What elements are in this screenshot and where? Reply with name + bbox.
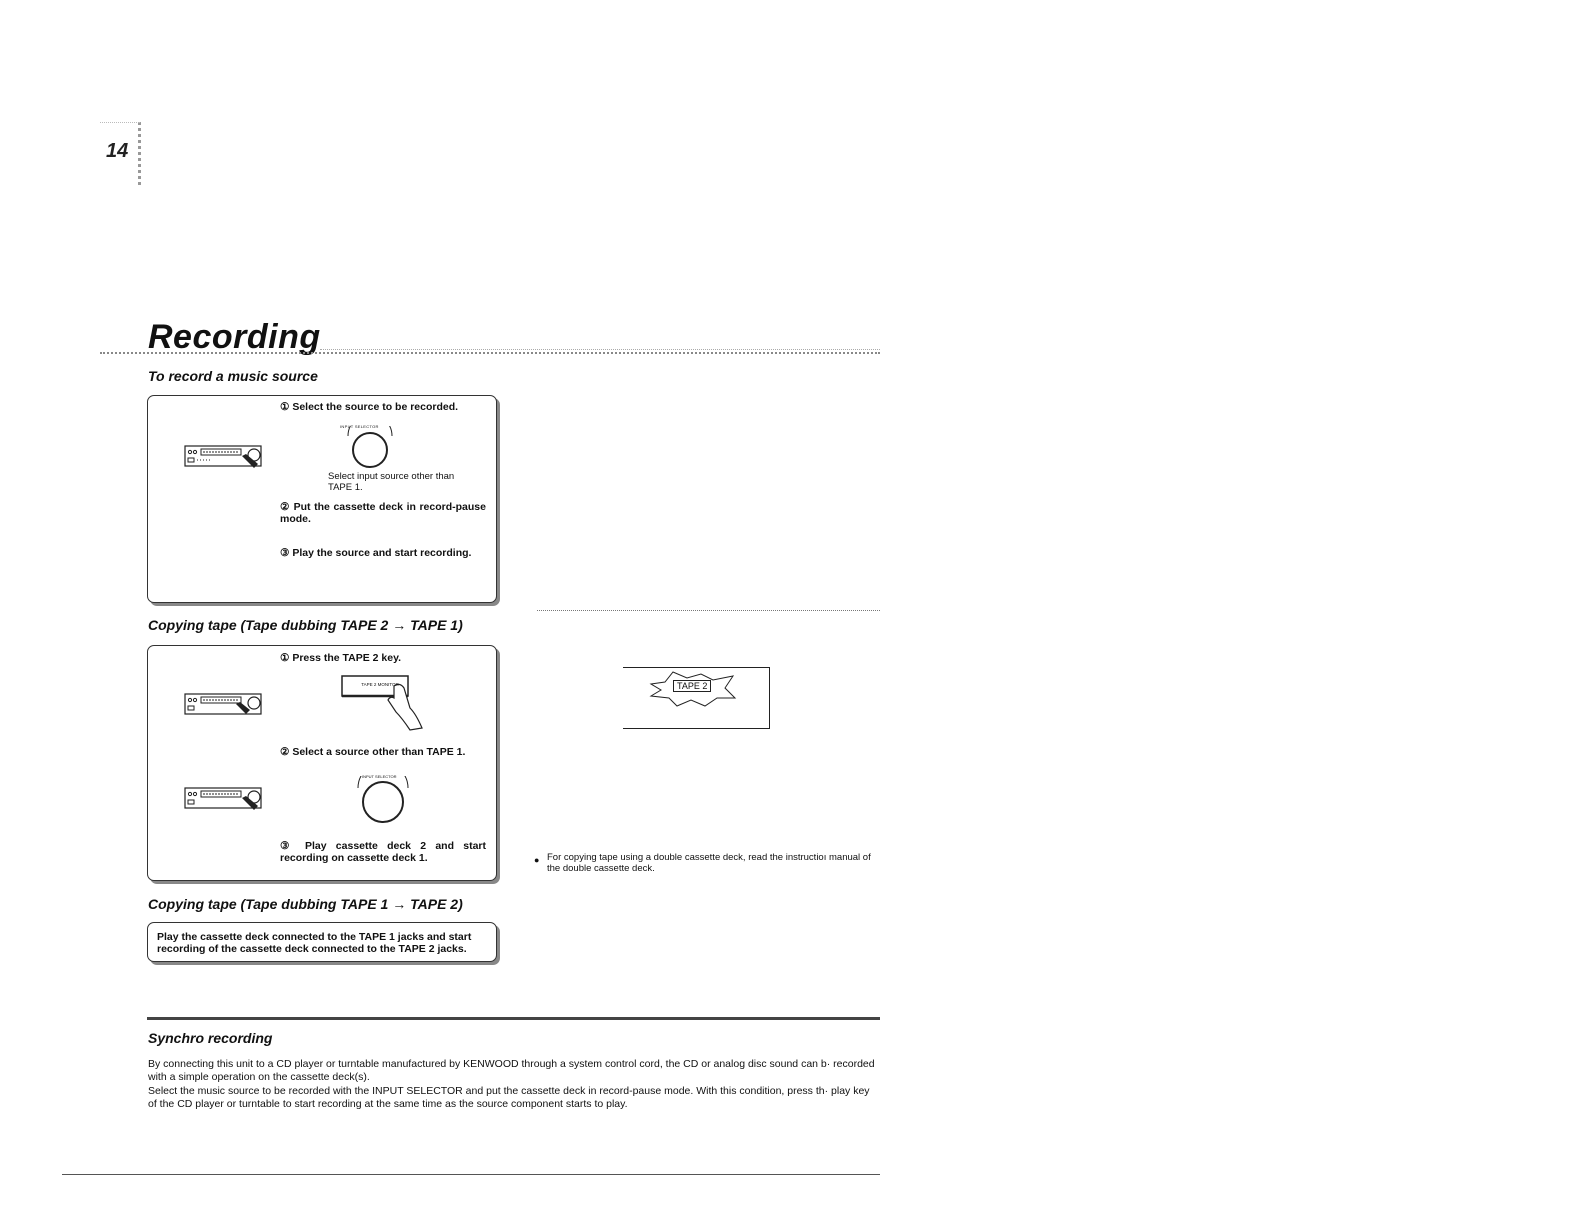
input-selector-knob <box>334 426 408 470</box>
bullet-note: For copying tape using a double cassette deck, read the instructioı manual of the double cassette deck. <box>547 852 871 874</box>
receiver-illustration <box>184 784 266 818</box>
column-separator <box>537 610 880 611</box>
dub-step-3: ③ Play cassette deck 2 and start recording on cassette deck 1. <box>280 840 486 864</box>
title-rule <box>100 352 880 354</box>
bullet-icon: ● <box>534 855 540 865</box>
receiver-illustration <box>184 442 266 476</box>
record-music-box <box>147 395 497 603</box>
dub-2to1-box <box>147 645 497 881</box>
synchro-paragraph-1: By connecting this unit to a CD player or turntable manufactured by KENWOOD through a system control cord, the CD or analog disc sound can b· recorded with a simple operation on the cassette deck(s). <box>148 1058 875 1083</box>
dub-1to2-instruction: Play the cassette deck connected to the TAPE 1 jacks and start recording of the cassette deck connected to the TAPE 2 jacks. <box>157 931 472 955</box>
record-step-1: ① Select the source to be recorded. <box>280 401 459 413</box>
tape2-key-label: TAPE 2 MONITOR <box>361 682 399 687</box>
record-music-heading: To record a music source <box>148 368 318 384</box>
dub-step-1: ① Press the TAPE 2 key. <box>280 652 402 664</box>
record-step-2: ② Put the cassette deck in record-pause mode. <box>280 501 486 525</box>
synchro-paragraph-2: Select the music source to be recorded with the INPUT SELECTOR and put the cassette deck in record-pause mode. With this condition, press th· play key of the CD player or turntable to start recording at the same time as the source component starts to play. <box>148 1085 870 1110</box>
receiver-illustration <box>184 690 266 724</box>
synchro-heading: Synchro recording <box>148 1030 273 1046</box>
dub-step-2: ② Select a source other than TAPE 1. <box>280 746 466 758</box>
dub-1to2-box <box>147 922 497 962</box>
title-rule-secondary <box>320 349 880 350</box>
record-step-3: ③ Play the source and start recording. <box>280 547 472 559</box>
record-note: Select input source other than TAPE 1. <box>328 471 455 493</box>
tape2-indicator: TAPE 2 <box>673 680 711 692</box>
input-selector-label: INPUT SELECTOR <box>362 774 397 779</box>
dub-2to1-heading: Copying tape (Tape dubbing TAPE 2 → TAPE 1) <box>148 617 463 633</box>
input-selector-knob <box>346 776 420 824</box>
page-number: 14 <box>106 140 129 162</box>
input-selector-label: INPUT SELECTOR <box>340 424 379 429</box>
dub-1to2-heading: Copying tape (Tape dubbing TAPE 1 → TAPE 2) <box>148 896 463 912</box>
section-title: Recording <box>148 318 321 356</box>
footer-rule <box>62 1174 880 1175</box>
display-panel <box>623 667 770 729</box>
synchro-rule <box>147 1017 880 1020</box>
